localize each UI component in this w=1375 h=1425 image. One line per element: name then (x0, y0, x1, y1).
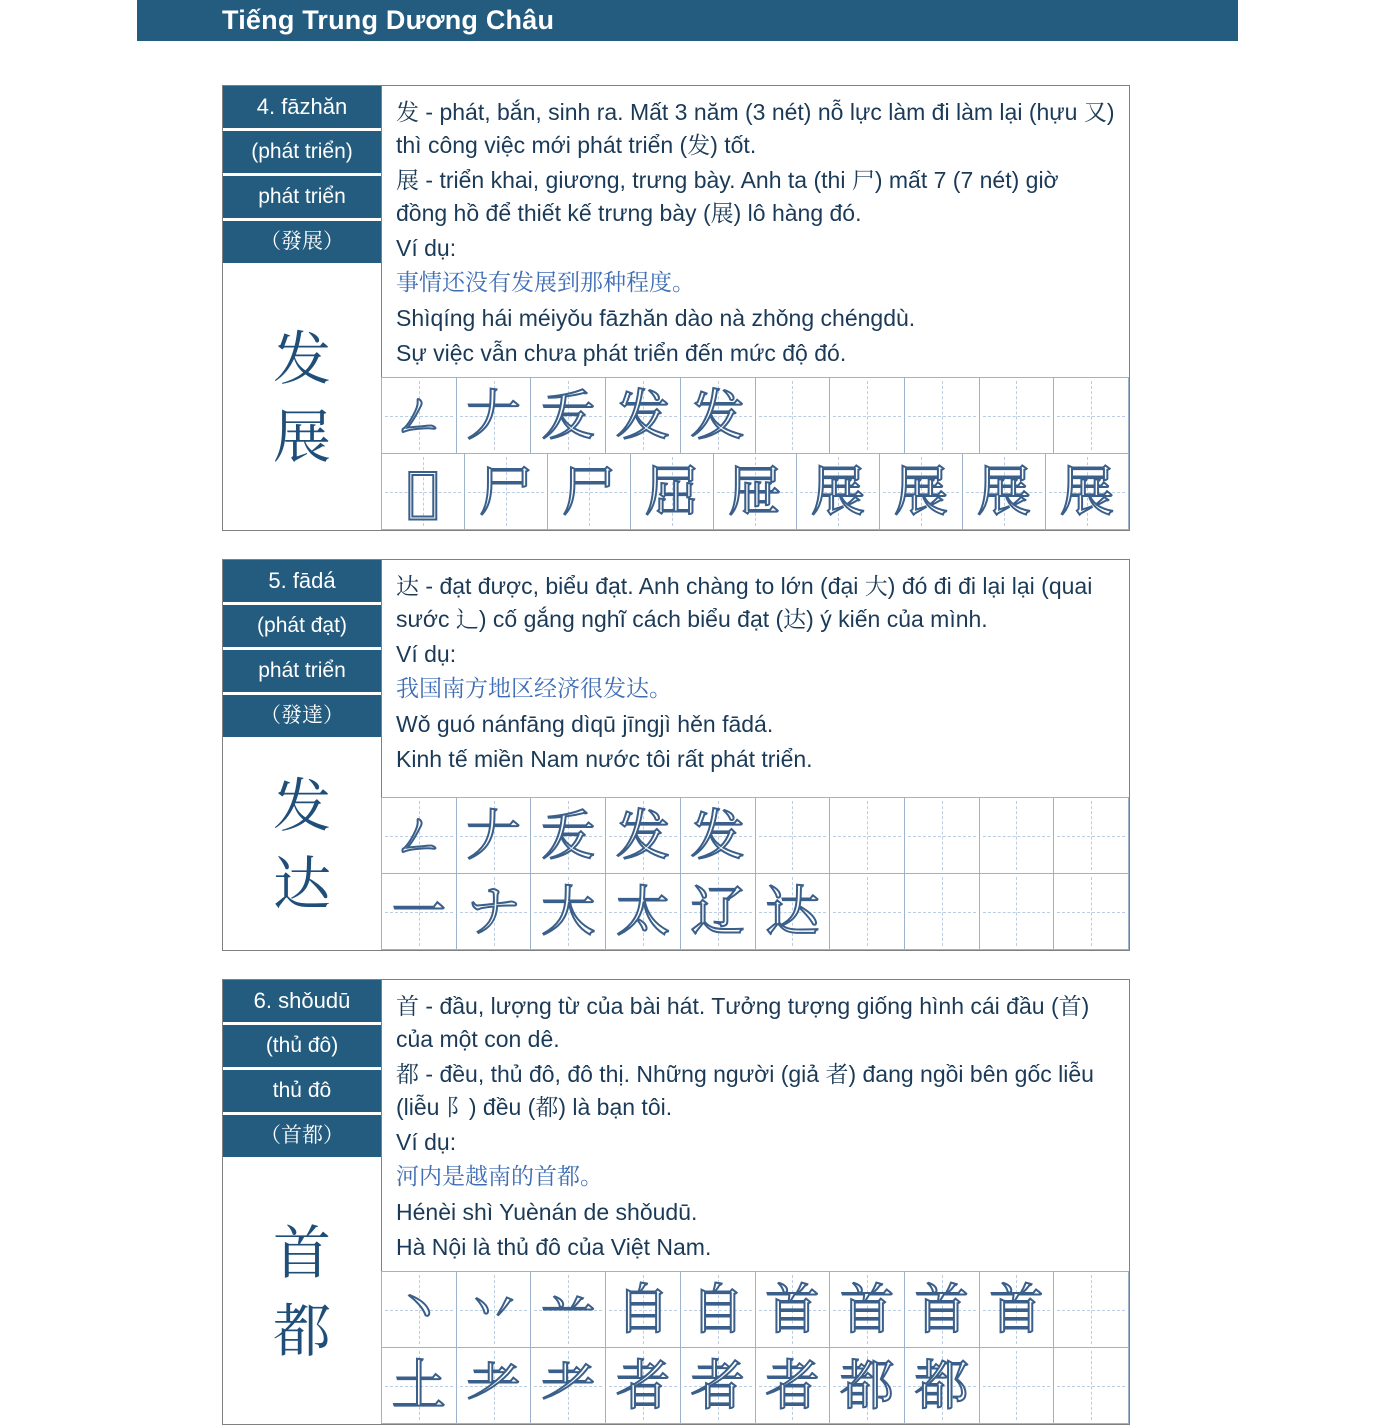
stroke-cell (1053, 1271, 1129, 1348)
stroke-grids (382, 798, 1129, 950)
card-paragraphs (382, 560, 1129, 784)
stroke-glyph: 一 (391, 879, 446, 943)
stroke-cell (381, 873, 457, 950)
stroke-cell (796, 453, 880, 530)
stroke-glyph: 发 (615, 383, 670, 447)
entry-meaning: thủ đô (223, 1070, 381, 1112)
stroke-cell (381, 377, 457, 454)
stroke-glyph: 屉 (728, 459, 782, 523)
stroke-glyph: 达 (765, 879, 820, 943)
stroke-glyph: 大 (541, 879, 596, 943)
stroke-glyph: 叐 (541, 803, 596, 867)
stroke-row (382, 874, 1129, 950)
paragraph-vi: Hà Nội là thủ đô của Việt Nam. (396, 1234, 712, 1260)
stroke-cell (904, 1347, 980, 1424)
stroke-glyph: 尸 (562, 459, 616, 523)
stroke-glyph: 丷 (466, 1277, 521, 1341)
stroke-cell (381, 797, 457, 874)
stroke-cell (605, 797, 681, 874)
paragraph-cn: 河内是越南的首都。 (396, 1164, 603, 1190)
stroke-cell (1053, 797, 1129, 874)
stroke-cell (962, 453, 1046, 530)
stroke-cell (829, 377, 905, 454)
stroke-cell (530, 873, 606, 950)
stroke-cell (680, 1271, 756, 1348)
stroke-cell (530, 377, 606, 454)
stroke-glyph: 𠂇 (466, 803, 521, 867)
paragraph-label: Ví dụ: (396, 235, 457, 261)
paragraph-cn: 我国南方地区经济很发达。 (396, 676, 672, 702)
stroke-cell (1053, 377, 1129, 454)
vocab-card (222, 559, 1130, 951)
stroke-cell (1053, 873, 1129, 950)
stroke-cell (547, 453, 631, 530)
stroke-cell (755, 1271, 831, 1348)
stroke-cell (530, 1271, 606, 1348)
stroke-glyph: 屈 (645, 459, 699, 523)
stroke-glyph: 展 (894, 459, 948, 523)
paragraph-label: Ví dụ: (396, 1129, 457, 1155)
entry-characters (223, 266, 381, 530)
stroke-glyph: 自 (690, 1277, 745, 1341)
entry-traditional: （發達） (223, 695, 381, 737)
stroke-cell (979, 797, 1055, 874)
stroke-glyph: 耂 (466, 1353, 521, 1417)
stroke-cell (381, 1347, 457, 1424)
card-content (382, 560, 1129, 950)
entry-character: 都 (272, 1297, 331, 1365)
paragraph-label: Ví dụ: (396, 641, 457, 667)
stroke-glyph: 首 (765, 1277, 820, 1341)
entry-meaning: phát triển (223, 650, 381, 692)
stroke-cell (456, 797, 532, 874)
stroke-glyph: 首 (914, 1277, 969, 1341)
stroke-glyph: 都 (914, 1353, 969, 1417)
stroke-cell (680, 1347, 756, 1424)
stroke-cell (1045, 453, 1129, 530)
stroke-cell (713, 453, 797, 530)
entry-meaning: phát triển (223, 176, 381, 218)
entry-traditional: （首都） (223, 1115, 381, 1157)
stroke-glyph: 太 (615, 879, 670, 943)
card-paragraphs (382, 980, 1129, 1272)
stroke-cell (829, 1271, 905, 1348)
stroke-cell (755, 1347, 831, 1424)
stroke-cell (979, 1347, 1055, 1424)
stroke-cell (456, 1271, 532, 1348)
paragraph-def: 首 - đầu, lượng từ của bài hát. Tưởng tượng giống hình cái đầu (首) của một con dê. (396, 993, 1090, 1052)
vocab-card (222, 85, 1130, 531)
card-content (382, 86, 1129, 530)
paragraph-def: 达 - đạt được, biểu đạt. Anh chàng to lớn (đại 大) đó đi đi lại lại (quai sước 辶) cố gắng nghĩ cách biểu đạt (达) ý kiến của mình. (396, 573, 1093, 632)
entry-hanviet: (phát triển) (223, 131, 381, 173)
paragraph-cn: 事情还没有发展到那种程度。 (396, 270, 695, 296)
stroke-cell (381, 453, 465, 530)
stroke-cell (904, 1271, 980, 1348)
cards-container (222, 85, 1130, 1425)
stroke-cell (1053, 1347, 1129, 1424)
stroke-cell (456, 1347, 532, 1424)
stroke-glyph: 展 (1060, 459, 1114, 523)
entry-hanviet: (phát đạt) (223, 605, 381, 647)
entry-character: 首 (272, 1219, 331, 1287)
stroke-row (382, 378, 1129, 454)
stroke-cell (755, 873, 831, 950)
stroke-cell (829, 1347, 905, 1424)
entry-characters (223, 740, 381, 950)
stroke-glyph: ㄥ (391, 383, 446, 447)
stroke-glyph: 发 (615, 803, 670, 867)
stroke-glyph: 者 (615, 1353, 670, 1417)
entry-number-pinyin: 5. fādá (223, 560, 381, 602)
stroke-cell (605, 873, 681, 950)
stroke-cell (904, 377, 980, 454)
stroke-glyph: 叐 (541, 383, 596, 447)
stroke-glyph: 䒑 (541, 1277, 596, 1341)
entry-traditional: （發展） (223, 221, 381, 263)
paragraph-vi: Sự việc vẫn chưa phát triển đến mức độ đó. (396, 340, 847, 366)
entry-number-pinyin: 6. shǒudū (223, 980, 381, 1022)
stroke-cell (979, 873, 1055, 950)
stroke-cell (605, 1347, 681, 1424)
stroke-glyph: 发 (690, 803, 745, 867)
stroke-glyph: 丶 (391, 1277, 446, 1341)
paragraph-pinyin: Shìqíng hái méiyǒu fāzhăn dào nà zhǒng chéngdù. (396, 305, 916, 331)
paragraph-def: 都 - đều, thủ đô, đô thị. Những người (giả 者) đang ngồi bên gốc liễu (liễu 阝) đều (都) là bạn tôi. (396, 1061, 1094, 1120)
entry-character: 发 (272, 772, 331, 840)
stroke-glyph: 首 (989, 1277, 1044, 1341)
stroke-glyph: 都 (840, 1353, 895, 1417)
stroke-cell (630, 453, 714, 530)
stroke-cell (829, 873, 905, 950)
stroke-glyph: 发 (690, 383, 745, 447)
stroke-cell (530, 1347, 606, 1424)
entry-hanviet: (thủ đô) (223, 1025, 381, 1067)
card-sidebar (223, 980, 382, 1424)
stroke-row (382, 1348, 1129, 1424)
entry-character: 发 (272, 325, 331, 393)
stroke-glyph: ナ (466, 879, 521, 943)
card-content (382, 980, 1129, 1424)
stroke-cell (456, 873, 532, 950)
stroke-glyph: 者 (765, 1353, 820, 1417)
paragraph-def: 展 - triển khai, giương, trưng bày. Anh ta (thi 尸) mất 7 (7 nét) giờ đồng hồ để thiết kế trưng bày (展) lô hàng đó. (396, 167, 1059, 226)
stroke-glyph: 尸 (479, 459, 533, 523)
stroke-row (382, 798, 1129, 874)
page-title: Tiếng Trung Dương Châu (222, 5, 555, 35)
stroke-cell (829, 797, 905, 874)
paragraph-vi: Kinh tế miền Nam nước tôi rất phát triển. (396, 746, 813, 772)
card-sidebar (223, 560, 382, 950)
stroke-cell (456, 377, 532, 454)
stroke-cell (464, 453, 548, 530)
stroke-glyph: 𠂋 (406, 459, 440, 523)
stroke-cell (904, 873, 980, 950)
entry-character: 达 (272, 850, 331, 918)
stroke-glyph: ㄥ (391, 803, 446, 867)
stroke-cell (381, 1271, 457, 1348)
app-header (137, 0, 1238, 41)
stroke-cell (605, 377, 681, 454)
stroke-cell (680, 797, 756, 874)
stroke-glyph: 耂 (541, 1353, 596, 1417)
stroke-grids (382, 378, 1129, 530)
stroke-cell (879, 453, 963, 530)
stroke-cell (530, 797, 606, 874)
stroke-cell (979, 377, 1055, 454)
entry-number-pinyin: 4. fāzhăn (223, 86, 381, 128)
stroke-grids (382, 1272, 1129, 1424)
stroke-glyph: 展 (977, 459, 1031, 523)
stroke-row (382, 1272, 1129, 1348)
stroke-glyph: 首 (840, 1277, 895, 1341)
card-sidebar (223, 86, 382, 530)
stroke-cell (680, 873, 756, 950)
card-paragraphs (382, 86, 1129, 378)
entry-character: 展 (272, 403, 331, 471)
stroke-cell (605, 1271, 681, 1348)
stroke-cell (680, 377, 756, 454)
stroke-glyph: 者 (690, 1353, 745, 1417)
entry-characters (223, 1160, 381, 1424)
stroke-glyph: 𠂇 (466, 383, 521, 447)
paragraph-pinyin: Wǒ guó nánfāng dìqū jīngjì hěn fādá. (396, 711, 774, 737)
stroke-cell (979, 1271, 1055, 1348)
paragraph-pinyin: Hénèi shì Yuènán de shǒudū. (396, 1199, 698, 1225)
stroke-glyph: 自 (615, 1277, 670, 1341)
stroke-cell (904, 797, 980, 874)
paragraph-def: 发 - phát, bắn, sinh ra. Mất 3 năm (3 nét) nỗ lực làm đi làm lại (hựu 又) thì công việc mới phát triển (发) tốt. (396, 99, 1115, 158)
stroke-glyph: 辽 (690, 879, 745, 943)
vocab-card (222, 979, 1130, 1425)
stroke-glyph: 展 (811, 459, 865, 523)
stroke-row (382, 454, 1129, 530)
stroke-glyph: 土 (391, 1353, 446, 1417)
stroke-cell (755, 377, 831, 454)
stroke-cell (755, 797, 831, 874)
